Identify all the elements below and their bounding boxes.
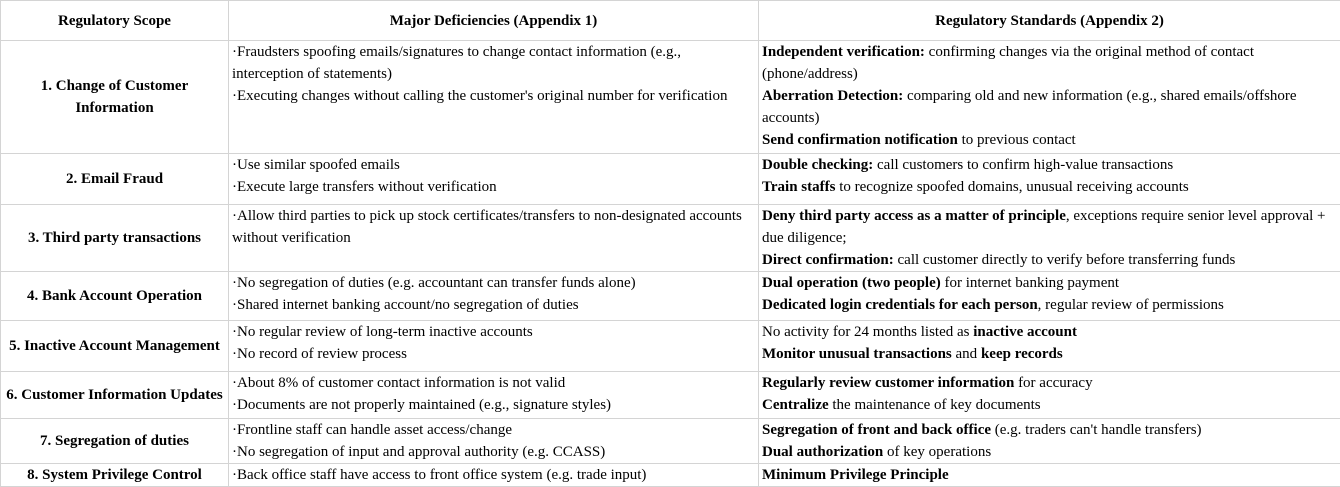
table-row bbox=[1, 372, 1340, 419]
table-row bbox=[1, 154, 1340, 205]
deficiencies-cell bbox=[229, 321, 759, 372]
standard-item: Independent verification: confirming changes via the original method of contact (phone/address) bbox=[762, 41, 1337, 85]
standard-item: Double checking: call customers to confirm high-value transactions bbox=[762, 154, 1337, 176]
standard-item: Send confirmation notification to previous contact bbox=[762, 129, 1337, 151]
standards-cell bbox=[759, 41, 1340, 154]
deficiency-item: ·Allow third parties to pick up stock certificates/transfers to non-designated accounts without verification bbox=[232, 205, 755, 249]
deficiency-item: ·No segregation of input and approval authority (e.g. CCASS) bbox=[232, 441, 755, 463]
scope-cell: 7. Segregation of duties bbox=[1, 419, 229, 464]
standard-item: Aberration Detection: comparing old and new information (e.g., shared emails/offshore accounts) bbox=[762, 85, 1337, 129]
standard-item: Dual authorization of key operations bbox=[762, 441, 1337, 463]
deficiencies-cell bbox=[229, 154, 759, 205]
header-major-deficiencies: Major Deficiencies (Appendix 1) bbox=[229, 1, 759, 41]
deficiencies-cell bbox=[229, 464, 759, 487]
deficiency-item: ·About 8% of customer contact information is not valid bbox=[232, 372, 755, 394]
scope-cell: 3. Third party transactions bbox=[1, 205, 229, 272]
standard-item: Direct confirmation: call customer directly to verify before transferring funds bbox=[762, 249, 1337, 271]
deficiency-item: ·Fraudsters spoofing emails/signatures to change contact information (e.g., interception of statements) bbox=[232, 41, 755, 85]
table-row bbox=[1, 205, 1340, 272]
table-row bbox=[1, 272, 1340, 321]
deficiency-item: ·Executing changes without calling the customer's original number for verification bbox=[232, 85, 755, 107]
deficiency-item: ·Execute large transfers without verification bbox=[232, 176, 755, 198]
standards-cell bbox=[759, 372, 1340, 419]
deficiencies-cell bbox=[229, 372, 759, 419]
scope-cell: 8. System Privilege Control bbox=[1, 464, 229, 487]
deficiency-item: ·No record of review process bbox=[232, 343, 755, 365]
standard-item: Centralize the maintenance of key documents bbox=[762, 394, 1337, 416]
deficiency-item: ·No segregation of duties (e.g. accountant can transfer funds alone) bbox=[232, 272, 755, 294]
deficiency-item: ·No regular review of long-term inactive accounts bbox=[232, 321, 755, 343]
header-regulatory-standards: Regulatory Standards (Appendix 2) bbox=[759, 1, 1340, 41]
scope-cell: 4. Bank Account Operation bbox=[1, 272, 229, 321]
standard-item: Monitor unusual transactions and keep records bbox=[762, 343, 1337, 365]
standard-item: Minimum Privilege Principle bbox=[762, 464, 1337, 486]
table-row bbox=[1, 321, 1340, 372]
standards-cell bbox=[759, 321, 1340, 372]
scope-cell: 5. Inactive Account Management bbox=[1, 321, 229, 372]
standard-item: No activity for 24 months listed as inactive account bbox=[762, 321, 1337, 343]
deficiency-item: ·Frontline staff can handle asset access/change bbox=[232, 419, 755, 441]
standards-cell bbox=[759, 464, 1340, 487]
table-row bbox=[1, 464, 1340, 487]
scope-cell: 2. Email Fraud bbox=[1, 154, 229, 205]
standards-cell bbox=[759, 272, 1340, 321]
deficiency-item: ·Shared internet banking account/no segregation of duties bbox=[232, 294, 755, 316]
scope-cell: 1. Change of Customer Information bbox=[1, 41, 229, 154]
header-regulatory-scope: Regulatory Scope bbox=[1, 1, 229, 41]
standard-item: Segregation of front and back office (e.g. traders can't handle transfers) bbox=[762, 419, 1337, 441]
deficiencies-cell bbox=[229, 205, 759, 272]
header-row bbox=[1, 1, 1340, 41]
standard-item: Dedicated login credentials for each person, regular review of permissions bbox=[762, 294, 1337, 316]
table-row bbox=[1, 419, 1340, 464]
standards-cell bbox=[759, 205, 1340, 272]
deficiency-item: ·Use similar spoofed emails bbox=[232, 154, 755, 176]
deficiencies-cell bbox=[229, 41, 759, 154]
standard-item: Train staffs to recognize spoofed domains, unusual receiving accounts bbox=[762, 176, 1337, 198]
deficiency-item: ·Documents are not properly maintained (e.g., signature styles) bbox=[232, 394, 755, 416]
standard-item: Regularly review customer information for accuracy bbox=[762, 372, 1337, 394]
standard-item: Deny third party access as a matter of principle, exceptions require senior level approval + due diligence; bbox=[762, 205, 1337, 249]
scope-cell: 6. Customer Information Updates bbox=[1, 372, 229, 419]
deficiencies-cell bbox=[229, 272, 759, 321]
deficiencies-cell bbox=[229, 419, 759, 464]
standards-cell bbox=[759, 154, 1340, 205]
standards-cell bbox=[759, 419, 1340, 464]
deficiency-item: ·Back office staff have access to front office system (e.g. trade input) bbox=[232, 464, 755, 486]
standard-item: Dual operation (two people) for internet banking payment bbox=[762, 272, 1337, 294]
table-row bbox=[1, 41, 1340, 154]
